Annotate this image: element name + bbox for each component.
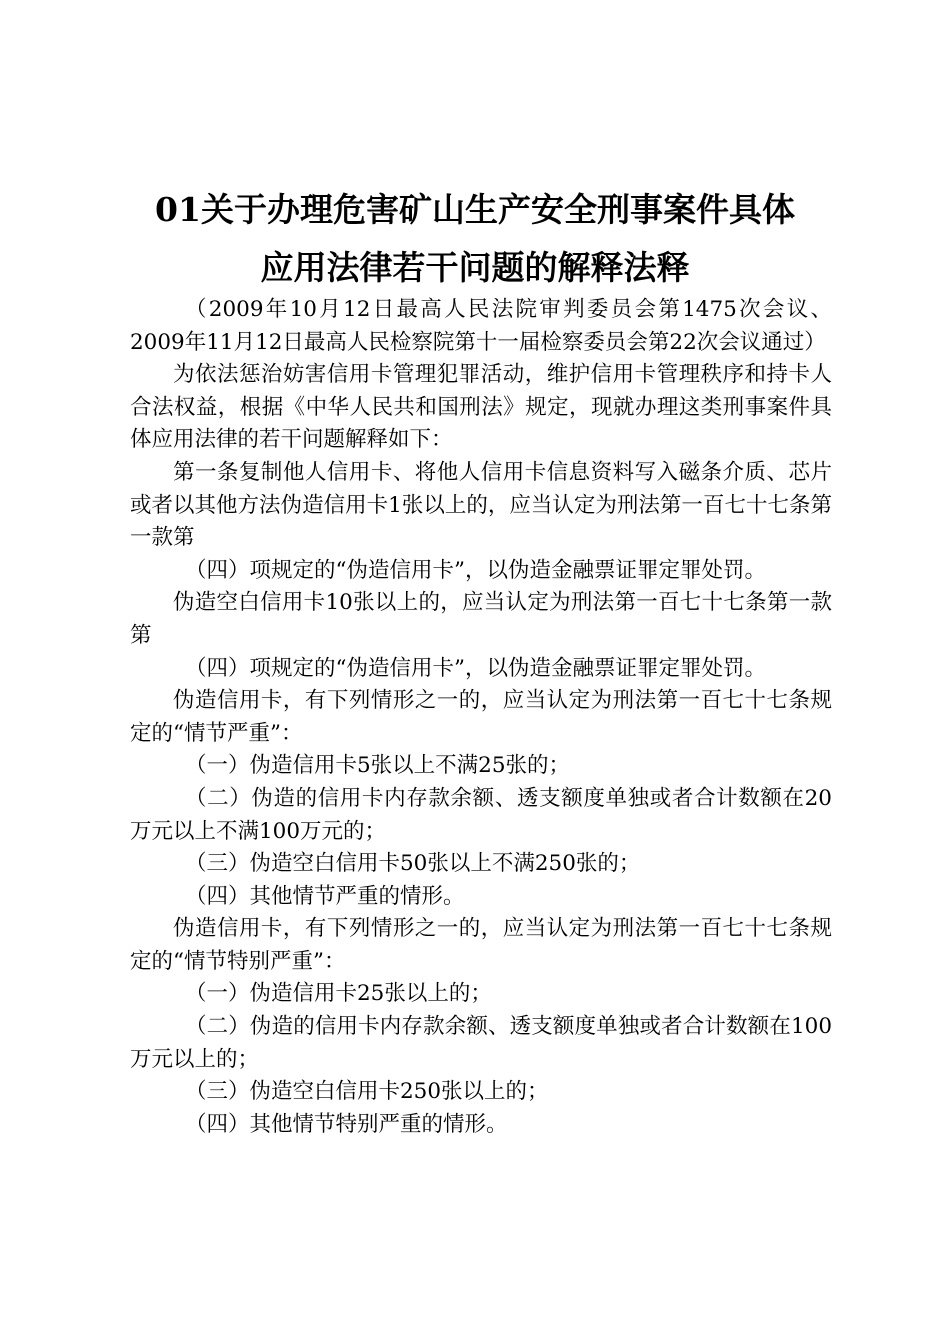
list-item: （一）伪造信用卡5张以上不满25张的； xyxy=(185,753,571,779)
document-title-line-1: 01关于办理危害矿山生产安全刑事案件具体 xyxy=(155,190,795,229)
list-item: （四）其他情节严重的情形。 xyxy=(185,883,465,909)
adoption-note: （2009年10月12日最高人民法院审判委员会第1475次会议、2009年11月12日最高人民检察院第十一届检察委员会第22次会议通过） xyxy=(130,297,832,355)
article-1-continuation: （四）项规定的“伪造信用卡”，以伪造金融票证罪定罪处罚。 xyxy=(185,557,766,583)
blank-card-continuation: （四）项规定的“伪造信用卡”，以伪造金融票证罪定罪处罚。 xyxy=(185,655,766,681)
serious-circumstances-paragraph: 伪造信用卡，有下列情形之一的，应当认定为刑法第一百七十七条规定的“情节严重”： xyxy=(130,688,832,746)
list-item: （二）伪造的信用卡内存款余额、透支额度单独或者合计数额在100万元以上的； xyxy=(130,1014,832,1072)
especially-serious-paragraph: 伪造信用卡，有下列情形之一的，应当认定为刑法第一百七十七条规定的“情节特别严重”： xyxy=(130,916,832,974)
list-item: （二）伪造的信用卡内存款余额、透支额度单独或者合计数额在20万元以上不满100万元的； xyxy=(130,785,832,844)
article-1-paragraph: 第一条复制他人信用卡、将他人信用卡信息资料写入磁条介质、芯片或者以其他方法伪造信用卡1张以上的，应当认定为刑法第一百七十七条第一款第 xyxy=(130,459,832,551)
blank-card-paragraph: 伪造空白信用卡10张以上的，应当认定为刑法第一百七十七条第一款第 xyxy=(130,590,832,648)
document-body xyxy=(130,294,832,1141)
list-item: （三）伪造空白信用卡250张以上的； xyxy=(185,1079,549,1105)
document-title-line-2: 应用法律若干问题的解释法释 xyxy=(260,248,690,287)
list-item: （四）其他情节特别严重的情形。 xyxy=(185,1111,508,1137)
list-item: （一）伪造信用卡25张以上的； xyxy=(185,981,492,1007)
list-item: （三）伪造空白信用卡50张以上不满250张的； xyxy=(185,851,641,877)
preamble-paragraph: 为依法惩治妨害信用卡管理犯罪活动，维护信用卡管理秩序和持卡人合法权益，根据《中华人民共和国刑法》规定，现就办理这类刑事案件具体应用法律的若干问题解释如下： xyxy=(130,362,832,453)
